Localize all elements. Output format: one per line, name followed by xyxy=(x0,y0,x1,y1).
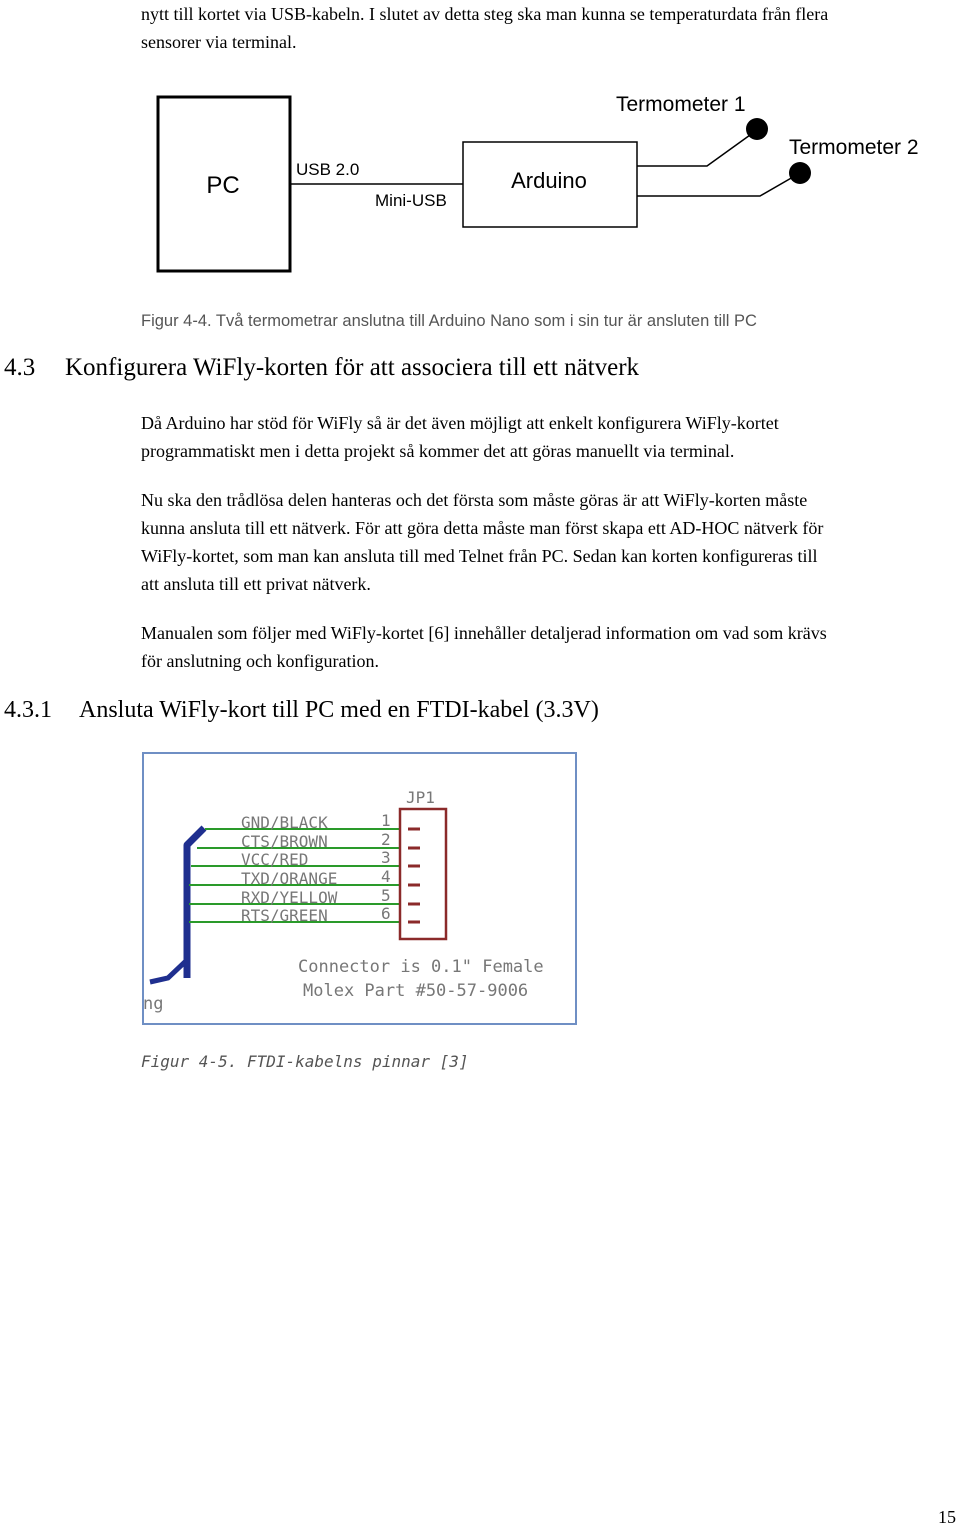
figure-ftdi-schematic xyxy=(140,750,580,1030)
pin-label: CTS/BROWN xyxy=(241,832,328,851)
thermo2-dot xyxy=(789,162,811,184)
intro-line-2: sensorer via terminal. xyxy=(141,32,297,52)
pin-label: GND/BLACK xyxy=(241,813,328,832)
usb-label: USB 2.0 xyxy=(296,160,360,179)
para1-line-1: Då Arduino har stöd för WiFly så är det även möjligt att enkelt konfigurera WiFly-kortet xyxy=(141,413,779,433)
figure-usb-diagram xyxy=(150,85,960,280)
section-4-3-title: Konfigurera WiFly-korten för att associera till ett nätverk xyxy=(65,354,640,381)
connector-note: Connector is 0.1" Female xyxy=(298,957,544,977)
jp1-label: JP1 xyxy=(406,788,435,807)
pin-label: VCC/RED xyxy=(241,850,309,869)
pin-label: RXD/YELLOW xyxy=(241,888,338,907)
para3-line-1: Manualen som följer med WiFly-kortet [6] innehåller detaljerad information om vad som krävs xyxy=(141,623,827,643)
pin-number: 6 xyxy=(381,904,391,923)
figure-4-4-caption: Figur 4-4. Två termometrar anslutna till Arduino Nano som i sin tur är ansluten till PC xyxy=(141,312,757,330)
cut-off-label: ng xyxy=(143,994,164,1014)
thermo2-wire xyxy=(637,173,800,196)
pin-number: 1 xyxy=(381,811,391,830)
section-4-3-number: 4.3 xyxy=(4,354,36,381)
miniusb-label: Mini-USB xyxy=(375,191,447,210)
pc-label: PC xyxy=(206,172,240,199)
pin-number: 4 xyxy=(381,867,391,886)
molex-note: Molex Part #50-57-9006 xyxy=(303,981,529,1001)
intro-line-1: nytt till kortet via USB-kabeln. I slutet av detta steg ska man kunna se temperaturdata från flera xyxy=(141,4,829,24)
pin-label: RTS/GREEN xyxy=(241,906,328,925)
pin-labels xyxy=(241,813,338,925)
para2-line-4: att ansluta till ett privat nätverk. xyxy=(141,574,371,594)
section-4-3-1-number: 4.3.1 xyxy=(4,697,52,723)
thermo1-label: Termometer 1 xyxy=(616,93,746,116)
para2-line-1: Nu ska den trådlösa delen hanteras och det första som måste göras är att WiFly-korten måste xyxy=(141,490,808,510)
thermo2-label: Termometer 2 xyxy=(789,136,919,159)
pin-number: 3 xyxy=(381,848,391,867)
pin-label: TXD/ORANGE xyxy=(241,869,338,888)
figure-4-5-caption: Figur 4-5. FTDI-kabelns pinnar [3] xyxy=(141,1052,469,1071)
page-number: 15 xyxy=(938,1507,956,1527)
pin-number: 5 xyxy=(381,886,391,905)
para2-line-2: kunna ansluta till ett nätverk. För att göra detta måste man först skapa ett AD-HOC nätverk för xyxy=(141,518,824,538)
section-4-3-1-title: Ansluta WiFly-kort till PC med en FTDI-kabel (3.3V) xyxy=(79,697,599,723)
para1-line-2: programmatiskt men i detta projekt så kommer det att göras manuellt via terminal. xyxy=(141,441,735,461)
pin-number: 2 xyxy=(381,830,391,849)
para3-line-2: för anslutning och konfiguration. xyxy=(141,651,379,671)
arduino-label: Arduino xyxy=(511,168,587,193)
thermo1-wire xyxy=(637,130,757,166)
thermo1-dot xyxy=(746,118,768,140)
pin-numbers xyxy=(381,811,391,923)
para2-line-3: WiFly-kortet, som man kan ansluta till med Telnet från PC. Sedan kan korten konfigureras till xyxy=(141,546,818,566)
